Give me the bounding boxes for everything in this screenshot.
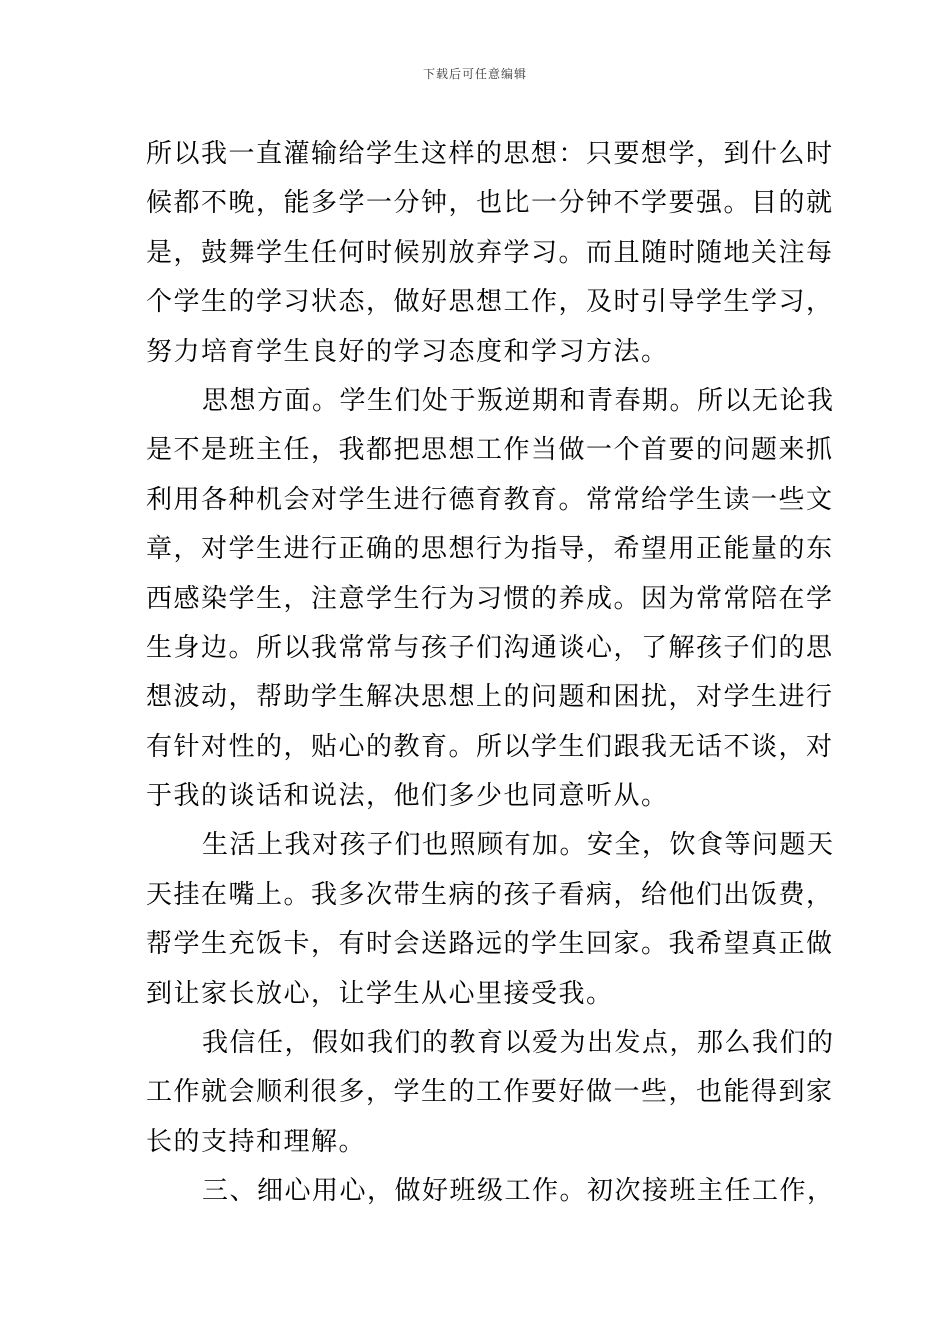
text-line: 所以我一直灌输给学生这样的思想：只要想学，到什么时 — [146, 139, 834, 169]
text-line: 工作就会顺利很多，学生的工作要好做一些，也能得到家 — [146, 1077, 834, 1108]
text-line-first: 生活上我对孩子们也照顾有加。安全，饮食等问题天 — [202, 830, 835, 861]
text-line-first: 我信任，假如我们的教育以爱为出发点，那么我们的 — [202, 1028, 835, 1059]
text-line: 是，鼓舞学生任何时候别放弃学习。而且随时随地关注每 — [146, 237, 834, 268]
text-line: 帮学生充饭卡，有时会送路远的学生回家。我希望真正做 — [146, 929, 834, 960]
paragraph-5 — [146, 1167, 835, 1216]
page-header-note: 下载后可任意编辑 — [422, 67, 527, 81]
text-line-first: 三、细心用心，做好班级工作。初次接班主任工作， — [202, 1176, 835, 1207]
text-line-first: 思想方面。学生们处于叛逆期和青春期。所以无论我 — [202, 385, 835, 416]
text-line: 是不是班主任，我都把思想工作当做一个首要的问题来抓 — [146, 435, 834, 466]
text-line: 努力培育学生良好的学习态度和学习方法。 — [146, 336, 669, 367]
text-line: 天挂在嘴上。我多次带生病的孩子看病，给他们出饭费， — [146, 879, 834, 910]
text-line: 西感染学生，注意学生行为习惯的养成。因为常常陪在学 — [146, 583, 834, 614]
text-line: 个学生的学习状态，做好思想工作，及时引导学生学习， — [146, 287, 834, 318]
text-line: 想波动，帮助学生解决思想上的问题和困扰，对学生进行 — [146, 682, 834, 713]
paragraph-3 — [146, 821, 835, 1019]
text-line: 利用各种机会对学生进行德育教育。常常给学生读一些文 — [146, 484, 834, 515]
text-line: 候都不晚，能多学一分钟，也比一分钟不学要强。目的就 — [146, 188, 834, 219]
document-body — [146, 130, 835, 1217]
text-line: 章，对学生进行正确的思想行为指导，希望用正能量的东 — [146, 534, 834, 565]
text-line: 长的支持和理解。 — [146, 1126, 367, 1157]
paragraph-1 — [146, 130, 834, 377]
text-line: 生身边。所以我常常与孩子们沟通谈心，了解孩子们的思 — [146, 632, 834, 663]
text-line: 到让家长放心，让学生从心里接受我。 — [146, 978, 614, 1009]
paragraph-4 — [146, 1019, 835, 1167]
text-line: 于我的谈话和说法，他们多少也同意听从。 — [146, 781, 669, 812]
text-line: 有针对性的，贴心的教育。所以学生们跟我无话不谈，对 — [146, 731, 834, 762]
paragraph-2 — [146, 377, 835, 822]
